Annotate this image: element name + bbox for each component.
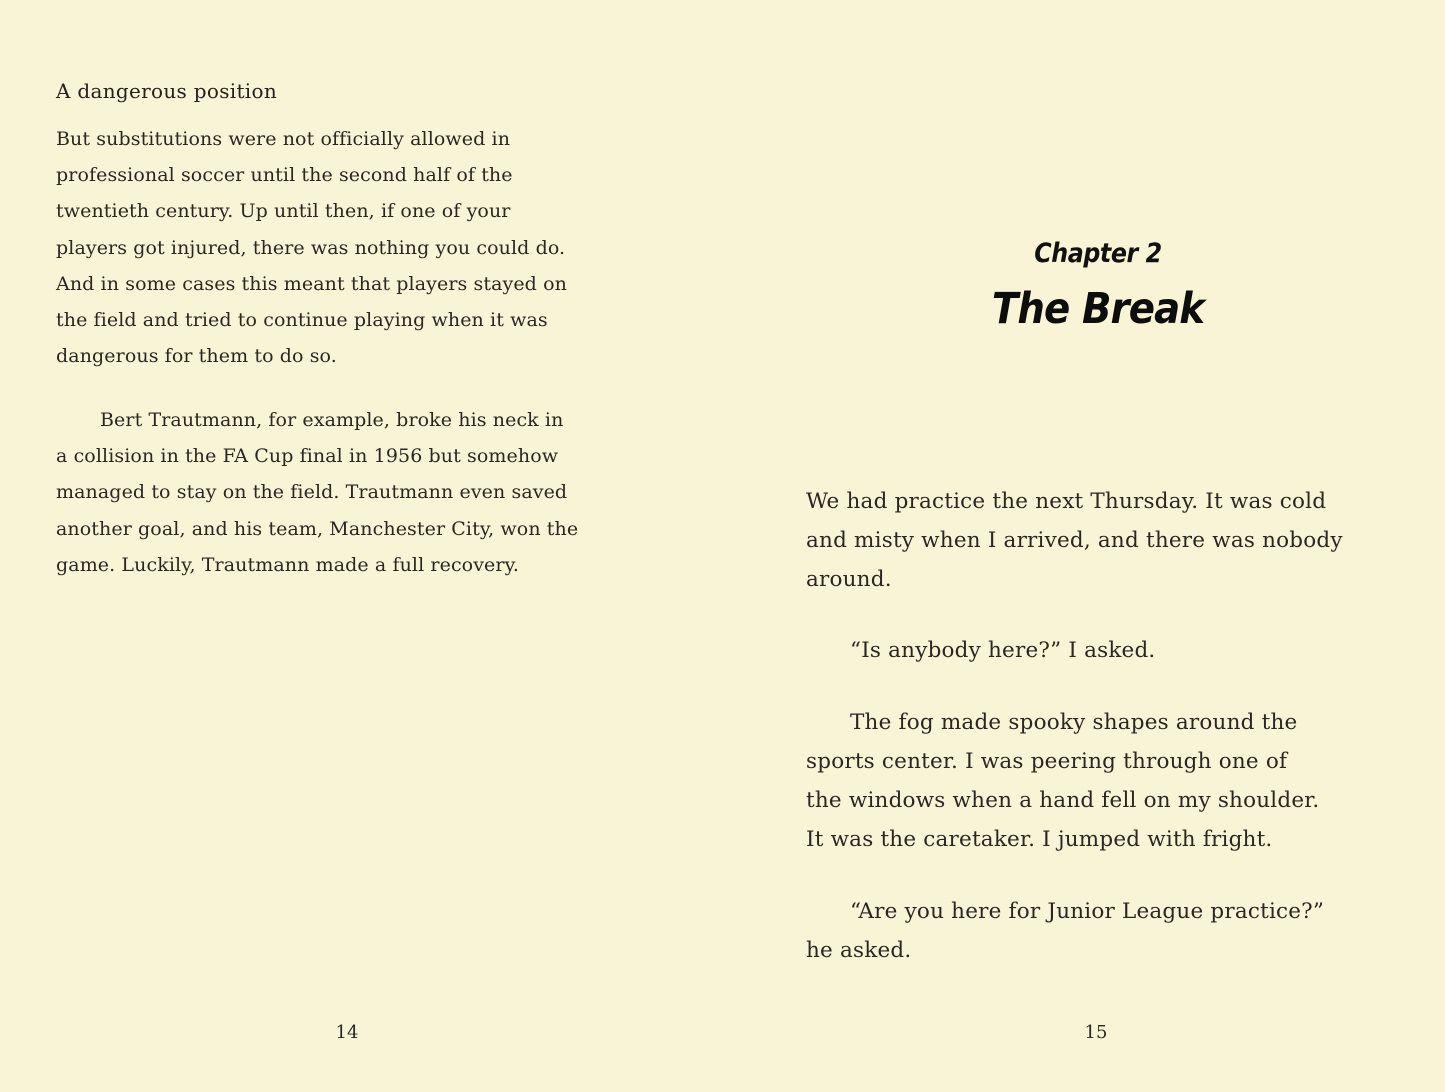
text-line: game. Luckily, Trautmann made a full recovery. xyxy=(56,553,520,576)
text-line: sports center. I was peering through one of xyxy=(806,749,1288,774)
text-line: And in some cases this meant that players stayed on xyxy=(56,272,567,295)
text-line: the windows when a hand fell on my shoulder. xyxy=(806,788,1320,813)
paragraph xyxy=(806,631,1406,670)
text-line: the field and tried to continue playing when it was xyxy=(56,309,548,332)
text-line: dangerous for them to do so. xyxy=(56,345,337,368)
chapter-label: Chapter 2 xyxy=(1034,238,1162,269)
text-line: But substitutions were not officially allowed in xyxy=(56,128,511,150)
paragraph xyxy=(56,121,656,374)
section-heading: A dangerous position xyxy=(56,79,278,103)
text-line: he asked. xyxy=(806,938,912,963)
paragraph xyxy=(806,703,1406,859)
text-line: Bert Trautmann, for example, broke his neck in xyxy=(100,409,564,431)
left-page xyxy=(0,0,722,1092)
text-line: “Are you here for Junior League practice?” xyxy=(850,899,1325,924)
paragraph xyxy=(806,482,1406,599)
page-number: 15 xyxy=(1084,1022,1108,1043)
text-line: players got injured, there was nothing you could do. xyxy=(56,236,566,259)
paragraph xyxy=(56,402,656,583)
right-page xyxy=(722,0,1445,1092)
text-line: It was the caretaker. I jumped with fright. xyxy=(806,827,1273,852)
chapter-title: The Break xyxy=(991,284,1205,334)
text-line: The fog made spooky shapes around the xyxy=(850,710,1298,735)
text-line: twentieth century. Up until then, if one of your xyxy=(56,200,511,223)
page-number: 14 xyxy=(335,1022,359,1043)
text-line: “Is anybody here?” I asked. xyxy=(850,638,1156,663)
text-line: another goal, and his team, Manchester City, won the xyxy=(56,517,579,540)
text-line: professional soccer until the second half of the xyxy=(56,164,513,187)
text-line: We had practice the next Thursday. It was cold xyxy=(806,489,1327,514)
text-line: a collision in the FA Cup final in 1956 but somehow xyxy=(56,445,559,468)
paragraph xyxy=(806,892,1406,970)
text-line: managed to stay on the field. Trautmann even saved xyxy=(56,481,568,504)
text-line: around. xyxy=(806,567,892,592)
text-line: and misty when I arrived, and there was nobody xyxy=(806,528,1343,553)
